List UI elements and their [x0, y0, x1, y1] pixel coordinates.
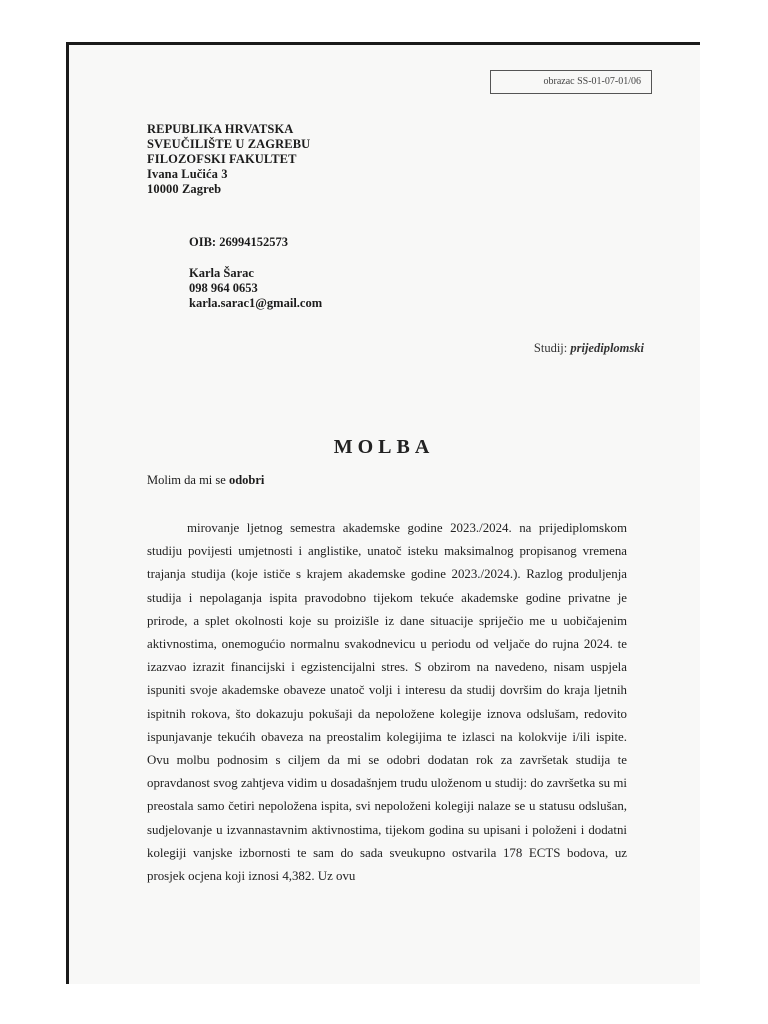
request-body: mirovanje ljetnog semestra akademske godine 2023./2024. na prijediplomskom studiju povijesti umjetnosti i anglistike, unatoč isteku maksimalnog propisanog vremena trajanja studija (koje ističe s krajem akademske godine 2023./2024.). Razlog produljenja studija i nepolaganja ispita pravodobno tijekom tekuće akademske godine privatne je prirode, a splet okolnosti koje su proizišle iz dane situacije spriječio me u uobičajenim aktivnostima, onemogućio normalnu svakodnevicu u periodu od veljače do rujna 2024. te izazvao izrazit financijski i egzistencijalni stres. S obzirom na navedeno, nisam uspjela ispuniti svoje akademske obaveze unatoč volji i interesu da studij dovršim do kraja ljetnih ispitnih rokova, što dokazuju pokušaji da nepoložene kolegije iznova odslušam, redovito ispunjavanje tekućih obaveza na preostalim kolegijima te izlasci na kolokvije i/ili ispite. Ovu molbu podnosim s ciljem da mi se odobri dodatan rok za završetak studija te opravdanost svog zahtjeva vidim u dosadašnjem trudu uloženom u studij: do završetka su mi preostala samo četiri nepoložena ispita, svi nepoloženi kolegiji nalaze se u statusu odslušan, sudjelovanje u izvannastavnim aktivnostima, tijekom godina su upisani i položeni i dodatni kolegiji vanjske izbornosti te sam do sada sveukupno ostvarila 178 ECTS bodova, uz prosjek ocjena koji iznosi 4,382. Uz ovu: [147, 521, 627, 884]
form-code-box: obrazac SS-01-07-01/06: [490, 70, 652, 94]
institution-city: 10000 Zagreb: [147, 182, 222, 196]
document-title: MOLBA: [333, 436, 435, 458]
institution-street: Ivana Lučića 3: [147, 167, 228, 181]
study-value: prijediplomski: [570, 341, 644, 355]
intro-emphasis: odobri: [228, 473, 265, 487]
applicant-block: [189, 266, 322, 311]
applicant-email: karla.sarac1@gmail.com: [189, 296, 323, 310]
intro-prefix: Molim da mi se: [147, 473, 229, 487]
institution-country: REPUBLIKA HRVATSKA: [147, 122, 294, 136]
institution-university: SVEUČILIŠTE U ZAGREBU: [147, 137, 311, 151]
applicant-phone: 098 964 0653: [189, 281, 258, 295]
study-label: Studij:: [533, 341, 571, 355]
applicant-name: Karla Šarac: [189, 266, 254, 280]
study-level: [534, 341, 644, 356]
request-intro: [147, 473, 264, 488]
institution-block: [147, 122, 310, 197]
institution-faculty: FILOZOFSKI FAKULTET: [147, 152, 297, 166]
oib-number: OIB: 26994152573: [189, 235, 288, 249]
